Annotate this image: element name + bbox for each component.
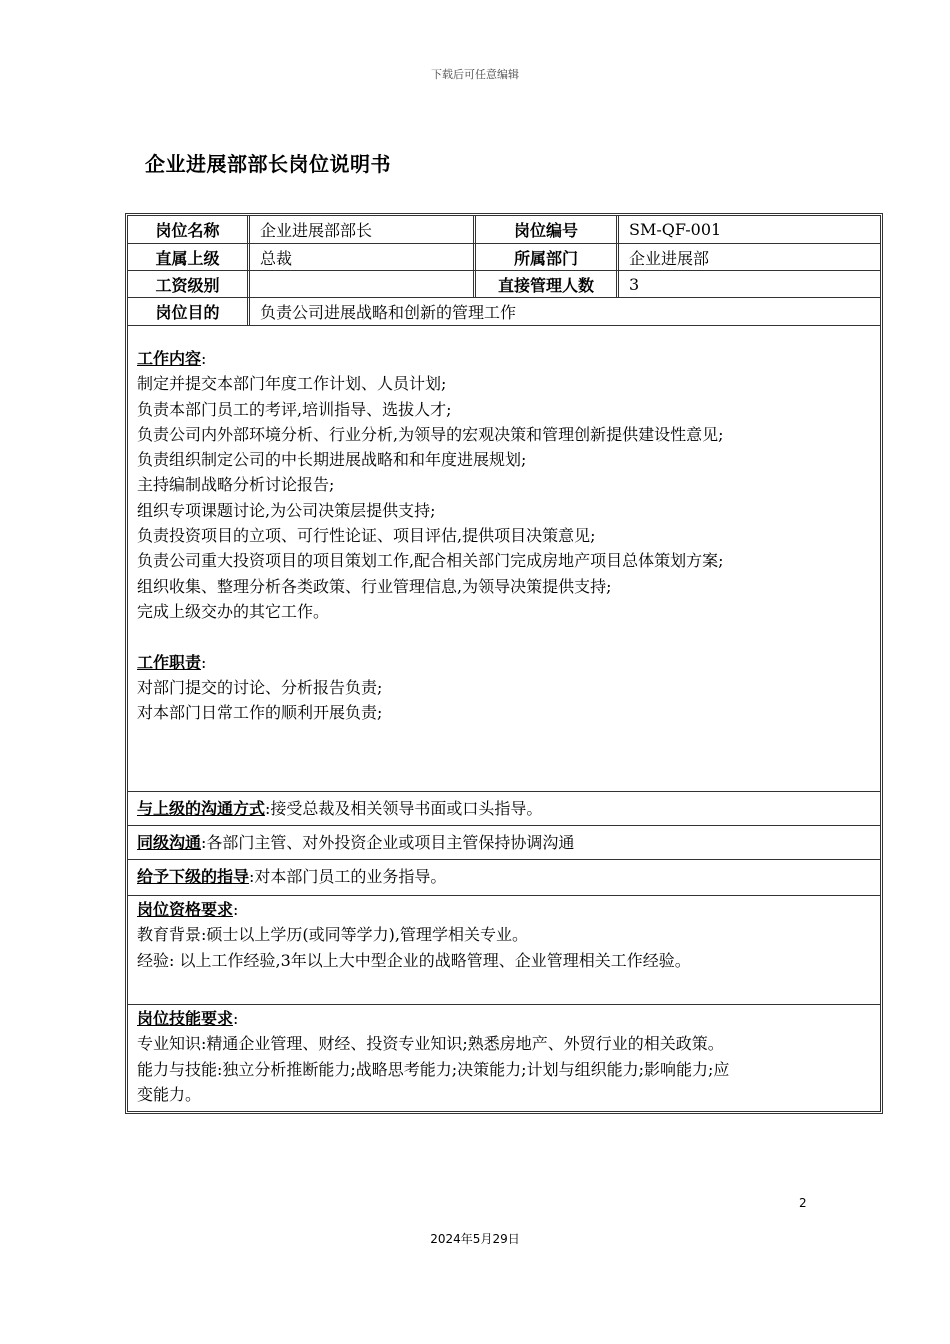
info-row-position	[128, 216, 880, 244]
comm-superior-text: 接受总裁及相关领导书面或口头指导。	[270, 799, 543, 818]
section-work-content: 工作内容: 制定并提交本部门年度工作计划、人员计划; 负责本部门员工的考评,培训指导、选拔人才; 负责公司内外部环境分析、行业分析,为领导的宏观决策和管理创新提供建设性意见; 负责组织制定公司的中长期进展战略和和年度进展规划; 主持编制战略分析讨论报告; 组织专项课题讨论,为公司决策层提供支持; 负责投资项目的立项、可行性论证、项目评估,提供项目决策意见; 负责公司重大投资项目的项目策划工作,配合相关部门完成房地产项目总体策划方案; 组织收集、整理分析各类政策、行业管理信息,为领导决策提供支持; 完成上级交办的其它工作。 工作职责: 对部门提交的讨论、分析报告负责; 对本部门日常工作的顺利开展负责;	[128, 326, 880, 792]
label-position-purpose: 岗位目的	[155, 303, 220, 322]
duty-item: 对本部门日常工作的顺利开展负责;	[137, 703, 383, 723]
label-salary-level: 工资级别	[155, 275, 220, 295]
header-note: 下载后可任意编辑	[431, 68, 519, 81]
value-department: 企业进展部	[616, 244, 880, 270]
duty-item: 对部门提交的讨论、分析报告负责;	[137, 677, 383, 697]
section-comm-peer: 同级沟通:各部门主管、对外投资企业或项目主管保持协调沟通	[128, 826, 880, 860]
value-position-purpose: 负责公司进展战略和创新的管理工作	[247, 298, 880, 325]
document-title: 企业进展部部长岗位说明书	[145, 152, 391, 176]
section-qualification: 岗位资格要求: 教育背景:硕士以上学历(或同等学力),管理学相关专业。 经验: 以上工作经验,3年以上大中型企业的战略管理、企业管理相关工作经验。	[128, 896, 880, 1005]
work-content-heading: 工作内容	[137, 349, 202, 368]
work-item: 负责组织制定公司的中长期进展战略和和年度进展规划;	[137, 450, 527, 470]
label-direct-superior: 直属上级	[155, 248, 220, 268]
work-item: 负责本部门员工的考评,培训指导、选拔人才;	[137, 399, 452, 419]
comm-superior-heading: 与上级的沟通方式	[137, 799, 266, 818]
section-skills: 岗位技能要求: 专业知识:精通企业管理、财经、投资专业知识;熟悉房地产、外贸行业的相关政策。 能力与技能:独立分析推断能力;战略思考能力;决策能力;计划与组织能力;影响能力;应 变能力。	[128, 1005, 880, 1111]
skill-item: 变能力。	[137, 1084, 202, 1104]
section-comm-superior: 与上级的沟通方式:接受总裁及相关领导书面或口头指导。	[128, 792, 880, 826]
qualification-item: 教育背景:硕士以上学历(或同等学力),管理学相关专业。	[137, 925, 528, 945]
info-row-purpose	[128, 298, 880, 326]
value-position-code: SM-QF-001	[616, 216, 880, 243]
skills-heading: 岗位技能要求	[137, 1009, 234, 1028]
comm-peer-heading: 同级沟通	[137, 833, 202, 852]
work-item: 制定并提交本部门年度工作计划、人员计划;	[137, 374, 447, 394]
section-comm-subordinate: 给予下级的指导:对本部门员工的业务指导。	[128, 860, 880, 896]
duties-heading: 工作职责	[137, 652, 202, 672]
label-position-name: 岗位名称	[155, 221, 220, 240]
page-number: 2	[799, 1196, 807, 1210]
job-description-form	[125, 213, 883, 1114]
comm-subordinate-text: 对本部门员工的业务指导。	[254, 867, 447, 886]
footer-date: 2024年5月29日	[430, 1232, 520, 1246]
label-position-code: 岗位编号	[473, 216, 616, 243]
work-item: 负责投资项目的立项、可行性论证、项目评估,提供项目决策意见;	[137, 526, 596, 546]
work-item: 负责公司内外部环境分析、行业分析,为领导的宏观决策和管理创新提供建设性意见;	[137, 424, 724, 444]
info-row-superior	[128, 244, 880, 271]
work-item: 负责公司重大投资项目的项目策划工作,配合相关部门完成房地产项目总体策划方案;	[137, 551, 724, 571]
comm-peer-text: 各部门主管、对外投资企业或项目主管保持协调沟通	[206, 833, 575, 852]
label-direct-reports: 直接管理人数	[473, 271, 616, 297]
value-direct-superior: 总裁	[247, 244, 473, 270]
info-row-salary	[128, 271, 880, 298]
skill-item: 专业知识:精通企业管理、财经、投资专业知识;熟悉房地产、外贸行业的相关政策。	[137, 1034, 724, 1054]
work-item: 组织专项课题讨论,为公司决策层提供支持;	[137, 500, 436, 520]
qualification-heading: 岗位资格要求	[137, 900, 234, 919]
work-item: 组织收集、整理分析各类政策、行业管理信息,为领导决策提供支持;	[137, 576, 612, 596]
work-item: 完成上级交办的其它工作。	[137, 601, 330, 621]
value-position-name: 企业进展部部长	[247, 216, 473, 243]
value-salary-level	[247, 271, 473, 297]
label-department: 所属部门	[473, 244, 616, 270]
work-item: 主持编制战略分析讨论报告;	[137, 475, 335, 495]
skill-item: 能力与技能:独立分析推断能力;战略思考能力;决策能力;计划与组织能力;影响能力;应	[137, 1059, 730, 1079]
value-direct-reports: 3	[616, 271, 880, 297]
comm-subordinate-heading: 给予下级的指导	[137, 867, 250, 886]
qualification-item: 经验: 以上工作经验,3年以上大中型企业的战略管理、企业管理相关工作经验。	[137, 950, 691, 970]
